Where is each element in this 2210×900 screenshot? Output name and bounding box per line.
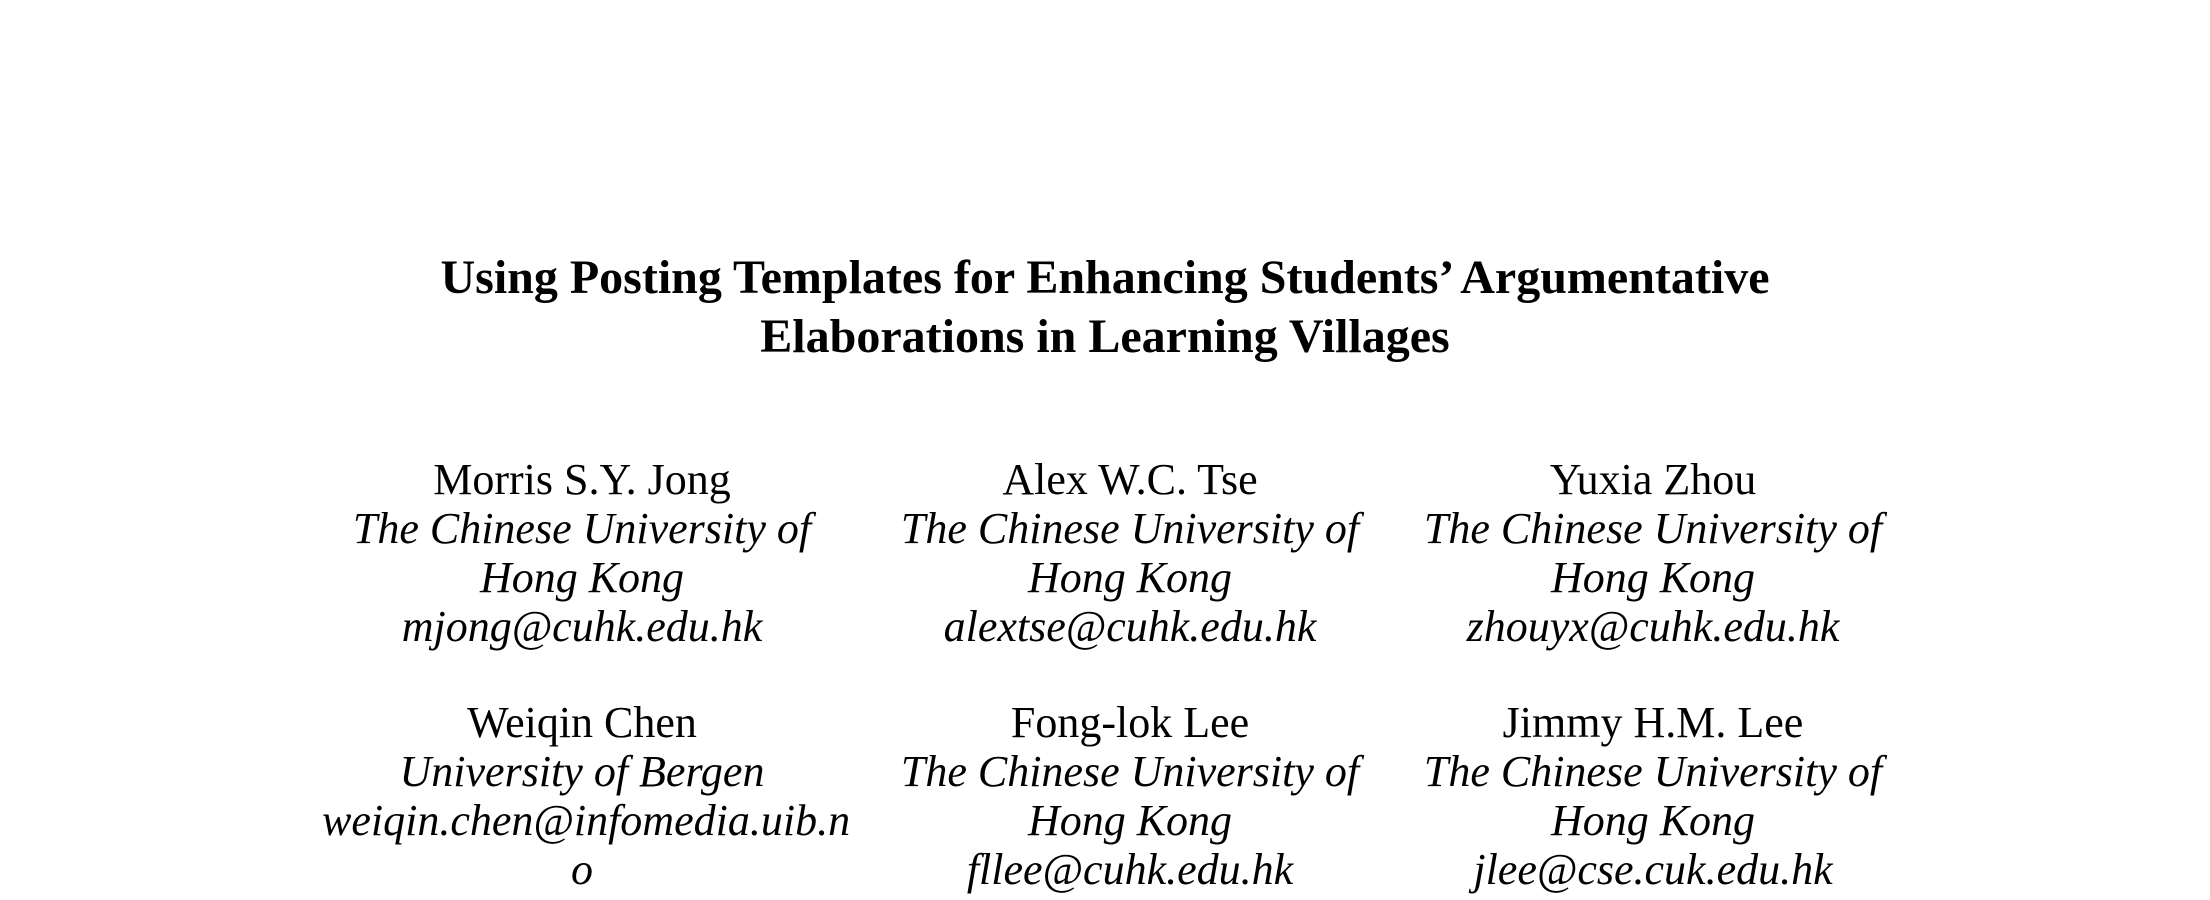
author-email: alextse@cuhk.edu.hk [943,602,1317,651]
author-email: jlee@cse.cuk.edu.hk [1473,845,1833,894]
author-affiliation-line: The Chinese University of [900,747,1360,796]
author-name: Jimmy H.M. Lee [1502,698,1804,747]
author-name: Yuxia Zhou [1549,455,1757,504]
author-name: Morris S.Y. Jong [433,455,731,504]
author-block-chen [322,698,851,894]
author-affiliation-line: Hong Kong [479,553,685,602]
author-email: mjong@cuhk.edu.hk [401,602,763,651]
title-line-2: Elaborations in Learning Villages [760,310,1450,363]
author-affiliation-line: Hong Kong [1027,553,1233,602]
author-affiliation-line: The Chinese University of [352,504,812,553]
author-affiliation-line: The Chinese University of [1423,747,1883,796]
paper-title [0,248,2210,366]
author-affiliation-line: The Chinese University of [900,504,1360,553]
title-line-1: Using Posting Templates for Enhancing Students’ Argumentative [440,251,1770,304]
author-block-tse [870,455,1390,651]
author-block-jhm-lee [1393,698,1913,894]
author-name: Alex W.C. Tse [1002,455,1258,504]
author-affiliation-line: The Chinese University of [1423,504,1883,553]
author-affiliation-line: Hong Kong [1550,553,1756,602]
author-name: Weiqin Chen [467,698,697,747]
author-email-continuation: o [571,845,593,894]
author-email: zhouyx@cuhk.edu.hk [1466,602,1840,651]
author-email: weiqin.chen@infomedia.uib.n [322,796,851,845]
author-affiliation-line: Hong Kong [1027,796,1233,845]
author-name: Fong-lok Lee [1010,698,1250,747]
author-block-fl-lee [870,698,1390,894]
author-email: fllee@cuhk.edu.hk [966,845,1294,894]
author-affiliation-line: University of Bergen [399,747,765,796]
author-block-zhou [1393,455,1913,651]
author-block-jong [322,455,842,651]
author-affiliation-line: Hong Kong [1550,796,1756,845]
